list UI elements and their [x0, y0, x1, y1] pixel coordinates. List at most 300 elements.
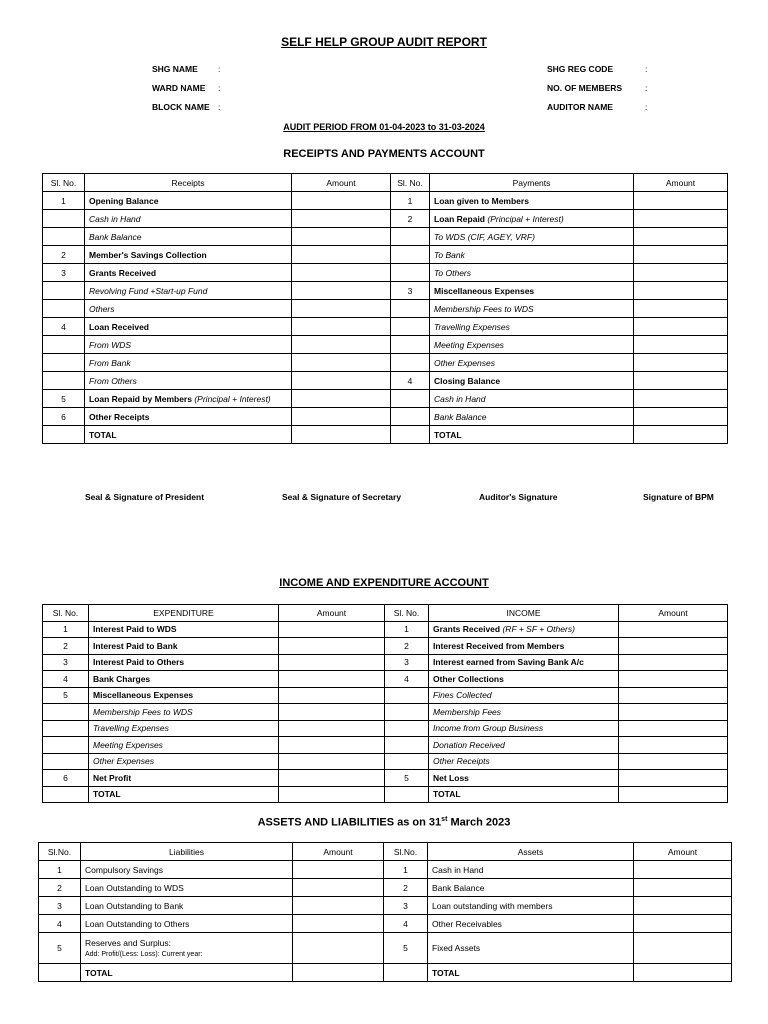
ie-amount-left-cell — [279, 654, 385, 671]
rp-slno-left — [43, 318, 85, 336]
rp-right-item — [430, 318, 634, 336]
rp-right-item — [430, 336, 634, 354]
ie-amount-right-cell — [619, 704, 728, 721]
al-slno-right — [384, 964, 428, 982]
al-right-item-text: Other Receivables — [432, 918, 502, 929]
ie-right-item-text: Membership Fees — [433, 706, 502, 717]
rp-slno-right — [391, 426, 430, 444]
rp-heading: RECEIPTS AND PAYMENTS ACCOUNT — [283, 148, 485, 160]
ie-left-item — [89, 770, 279, 787]
ie-table-row — [43, 621, 728, 638]
rp-amount-left-cell — [292, 246, 391, 264]
rp-slno-left-text: 2 — [61, 249, 66, 260]
rp-left-item — [85, 300, 292, 318]
ie-right-item — [429, 671, 619, 688]
shg-reg-code-colon: : — [645, 64, 648, 74]
rp-left-item — [85, 336, 292, 354]
ie-table-row — [43, 654, 728, 671]
ie-slno-left-text: 6 — [63, 772, 68, 783]
rp-amount-left-cell — [292, 408, 391, 426]
block-name-colon: : — [218, 102, 221, 112]
rp-slno-right — [391, 192, 430, 210]
rp-table-row — [43, 426, 728, 444]
ie-right-item-note: (RF + SF + Others) — [502, 624, 575, 635]
block-name-label: BLOCK NAME — [152, 102, 210, 112]
al-left-item-subtext: Add: Profit/(Less: Loss): Current year: — [85, 951, 203, 958]
ie-left-item — [89, 753, 279, 770]
al-table-row — [39, 861, 732, 879]
al-right-item — [428, 897, 634, 915]
no-of-members-colon: : — [645, 83, 648, 93]
rp-right-item — [430, 354, 634, 372]
ie-left-item — [89, 737, 279, 754]
al-amount-right-cell — [634, 915, 732, 933]
ie-amount-right-cell — [619, 687, 728, 704]
ie-slno-left — [43, 671, 89, 688]
al-left-item — [81, 861, 293, 879]
ie-amount-left-cell — [279, 753, 385, 770]
al-left-item — [81, 879, 293, 897]
rp-slno-right — [391, 372, 430, 390]
al-left-item — [81, 915, 293, 933]
ie-right-item-text: Interest Received from Members — [433, 640, 565, 651]
rp-right-item — [430, 192, 634, 210]
al-left-item-text: Compulsory Savings — [85, 864, 163, 875]
al-slno-right-text: 2 — [403, 882, 408, 893]
al-right-item-text: TOTAL — [432, 967, 460, 978]
al-slno-left — [39, 861, 81, 879]
ie-slno-right — [385, 687, 429, 704]
rp-left-item — [85, 390, 292, 408]
rp-slno-right — [391, 318, 430, 336]
ie-header-income: INCOME — [429, 605, 619, 622]
ie-amount-right-cell — [619, 654, 728, 671]
rp-slno-right-text: 1 — [407, 195, 413, 206]
al-slno-right — [384, 879, 428, 897]
ie-header-slno-left: Sl. No. — [43, 605, 89, 622]
ie-left-item — [89, 638, 279, 655]
al-slno-left-text: 1 — [57, 864, 62, 875]
al-slno-right-text: 5 — [403, 943, 408, 953]
ie-slno-left — [43, 654, 89, 671]
al-slno-right-text: 1 — [403, 864, 408, 875]
ie-left-item — [89, 720, 279, 737]
ie-right-item-text: Interest earned from Saving Bank A/c — [433, 657, 584, 668]
al-left-item-text: Loan Outstanding to Bank — [85, 900, 184, 911]
ie-header-slno-right: Sl. No. — [385, 605, 429, 622]
ie-amount-right-cell — [619, 671, 728, 688]
al-amount-right-cell — [634, 933, 732, 964]
ie-left-item-text: Interest Paid to Others — [93, 657, 185, 668]
ie-left-item — [89, 621, 279, 638]
al-right-item — [428, 879, 634, 897]
al-header-slno-right: Sl.No. — [384, 843, 428, 861]
rp-slno-right — [391, 408, 430, 426]
rp-amount-left-cell — [292, 354, 391, 372]
rp-slno-left — [43, 300, 85, 318]
al-right-item — [428, 861, 634, 879]
rp-right-item — [430, 300, 634, 318]
ie-left-item-text: Membership Fees to WDS — [93, 706, 193, 717]
ie-slno-left — [43, 621, 89, 638]
al-amount-right-cell — [634, 964, 732, 982]
rp-amount-left-cell — [292, 192, 391, 210]
rp-right-item-text: Membership Fees to WDS — [434, 303, 534, 314]
al-amount-right-cell — [634, 897, 732, 915]
rp-slno-left — [43, 354, 85, 372]
rp-slno-left — [43, 246, 85, 264]
ie-amount-left-cell — [279, 737, 385, 754]
al-left-item — [81, 964, 293, 982]
ie-slno-right — [385, 654, 429, 671]
rp-left-item-text: Loan Received — [89, 321, 149, 332]
rp-slno-right — [391, 210, 430, 228]
rp-slno-left — [43, 336, 85, 354]
rp-right-item — [430, 210, 634, 228]
rp-right-item — [430, 246, 634, 264]
ward-name-label: WARD NAME — [152, 83, 206, 93]
rp-left-item-text: Grants Received — [89, 267, 157, 278]
ie-right-item-text: Other Receipts — [433, 756, 490, 767]
ie-slno-left-text: 1 — [63, 624, 68, 635]
al-left-item-text: Reserves and Surplus: — [85, 938, 171, 948]
rp-left-item-text: From WDS — [89, 339, 132, 350]
ie-right-item — [429, 720, 619, 737]
ie-slno-right-text: 3 — [404, 657, 409, 668]
ie-left-item-text: Other Expenses — [93, 756, 154, 767]
rp-header-amount-right: Amount — [634, 174, 728, 192]
al-header-assets: Assets — [428, 843, 634, 861]
rp-header-payments: Payments — [430, 174, 634, 192]
rp-right-item-text: Bank Balance — [434, 411, 487, 422]
ie-amount-left-cell — [279, 704, 385, 721]
rp-right-item-text: Loan Repaid — [434, 213, 486, 224]
rp-slno-right — [391, 264, 430, 282]
rp-left-item — [85, 210, 292, 228]
ie-slno-left — [43, 786, 89, 803]
al-slno-left — [39, 964, 81, 982]
rp-left-item — [85, 426, 292, 444]
al-slno-right — [384, 897, 428, 915]
rp-slno-left — [43, 228, 85, 246]
ie-right-item-text: Income from Group Business — [433, 723, 544, 734]
rp-header-slno-right: Sl. No. — [391, 174, 430, 192]
rp-slno-left-text: 1 — [61, 195, 66, 206]
al-left-item — [81, 933, 293, 964]
rp-amount-left-cell — [292, 264, 391, 282]
ie-slno-left — [43, 687, 89, 704]
rp-table-row — [43, 264, 728, 282]
rp-amount-right-cell — [634, 300, 728, 318]
rp-slno-right — [391, 300, 430, 318]
rp-left-item — [85, 246, 292, 264]
ie-left-item-text: TOTAL — [93, 789, 121, 800]
al-right-item — [428, 964, 634, 982]
rp-left-item-text: From Others — [89, 375, 137, 386]
ie-right-item — [429, 786, 619, 803]
rp-slno-left — [43, 264, 85, 282]
rp-left-item-text: Loan Repaid by Members — [89, 393, 192, 404]
rp-left-item-text: Revolving Fund +Start-up Fund — [89, 285, 208, 296]
ie-right-item-text: Other Collections — [433, 673, 504, 684]
al-table-row — [39, 897, 732, 915]
rp-left-item-text: From Bank — [89, 357, 131, 368]
al-header-amount-right: Amount — [634, 843, 732, 861]
rp-amount-left-cell — [292, 390, 391, 408]
bpm-signature-label: Signature of BPM — [643, 492, 714, 502]
rp-right-item-text: Travelling Expenses — [434, 321, 510, 332]
al-right-item — [428, 933, 634, 964]
ie-right-item — [429, 737, 619, 754]
ie-left-item-text: Travelling Expenses — [93, 723, 169, 734]
ie-left-item — [89, 704, 279, 721]
ie-header-amount-left: Amount — [279, 605, 385, 622]
rp-right-item — [430, 264, 634, 282]
ie-amount-left-cell — [279, 671, 385, 688]
ie-table-row — [43, 720, 728, 737]
rp-amount-right-cell — [634, 246, 728, 264]
al-slno-right-text: 4 — [403, 918, 408, 929]
rp-slno-left — [43, 426, 85, 444]
ie-amount-right-cell — [619, 621, 728, 638]
ie-right-item-text: TOTAL — [433, 789, 461, 800]
al-amount-right-cell — [634, 879, 732, 897]
ie-slno-left-text: 3 — [63, 657, 68, 668]
rp-table-row — [43, 282, 728, 300]
secretary-signature-label: Seal & Signature of Secretary — [282, 492, 402, 502]
ie-amount-right-cell — [619, 753, 728, 770]
ie-header-expenditure: EXPENDITURE — [89, 605, 279, 622]
rp-header-amount-left: Amount — [292, 174, 391, 192]
al-right-item-text: Fixed Assets — [432, 943, 481, 953]
ie-right-item — [429, 770, 619, 787]
ie-table-row — [43, 671, 728, 688]
ie-amount-left-cell — [279, 720, 385, 737]
ie-left-item-text: Bank Charges — [93, 673, 151, 684]
rp-right-item-text: To WDS (CIF, AGEY, VRF) — [434, 231, 535, 242]
rp-right-item-text: Other Expenses — [434, 357, 495, 368]
al-slno-left — [39, 915, 81, 933]
al-slno-left-text: 5 — [57, 943, 62, 953]
al-slno-left-text: 2 — [57, 882, 62, 893]
al-header-amount-left: Amount — [293, 843, 384, 861]
ie-slno-left — [43, 770, 89, 787]
ie-right-item — [429, 621, 619, 638]
rp-left-item — [85, 282, 292, 300]
rp-left-item — [85, 192, 292, 210]
rp-header-receipts: Receipts — [85, 174, 292, 192]
ie-amount-left-cell — [279, 687, 385, 704]
rp-right-item-text: Closing Balance — [434, 375, 501, 386]
assets-liabilities-table — [38, 842, 732, 982]
ie-amount-left-cell — [279, 786, 385, 803]
rp-amount-left-cell — [292, 228, 391, 246]
al-left-item — [81, 897, 293, 915]
rp-table-row — [43, 372, 728, 390]
ie-amount-left-cell — [279, 770, 385, 787]
rp-table-row — [43, 246, 728, 264]
ie-right-item-text: Fines Collected — [433, 690, 492, 701]
al-slno-right-text: 3 — [403, 900, 408, 911]
ie-slno-right-text: 5 — [404, 772, 409, 783]
receipts-payments-table — [42, 173, 728, 444]
rp-right-item — [430, 282, 634, 300]
rp-right-item-text: Loan given to Members — [434, 195, 529, 206]
al-header-slno-left: Sl.No. — [39, 843, 81, 861]
al-amount-right-cell — [634, 861, 732, 879]
rp-left-item-text: Cash in Hand — [89, 213, 141, 224]
rp-slno-right-text: 4 — [407, 375, 413, 386]
al-amount-left-cell — [293, 897, 384, 915]
al-table-row — [39, 933, 732, 964]
rp-left-item — [85, 408, 292, 426]
ie-heading: INCOME AND EXPENDITURE ACCOUNT — [279, 577, 489, 589]
rp-amount-right-cell — [634, 264, 728, 282]
rp-slno-right — [391, 336, 430, 354]
ie-amount-right-cell — [619, 786, 728, 803]
ie-slno-right — [385, 638, 429, 655]
ie-left-item — [89, 654, 279, 671]
rp-amount-left-cell — [292, 282, 391, 300]
al-amount-left-cell — [293, 879, 384, 897]
ie-slno-right — [385, 753, 429, 770]
shg-reg-code-label: SHG REG CODE — [547, 64, 614, 74]
rp-right-item-note: (Principal + Interest) — [487, 213, 564, 224]
rp-amount-left-cell — [292, 426, 391, 444]
auditor-name-colon: : — [645, 102, 648, 112]
ie-slno-right — [385, 770, 429, 787]
rp-slno-left — [43, 390, 85, 408]
al-slno-right — [384, 933, 428, 964]
rp-right-item-text: Meeting Expenses — [434, 339, 504, 350]
rp-left-item-text: Other Receipts — [89, 411, 150, 422]
ie-amount-left-cell — [279, 621, 385, 638]
ie-slno-left — [43, 737, 89, 754]
rp-amount-right-cell — [634, 210, 728, 228]
al-amount-left-cell — [293, 964, 384, 982]
al-right-item-text: Bank Balance — [432, 882, 485, 893]
ie-right-item — [429, 638, 619, 655]
rp-amount-left-cell — [292, 318, 391, 336]
rp-right-item — [430, 390, 634, 408]
rp-amount-left-cell — [292, 210, 391, 228]
al-right-item — [428, 915, 634, 933]
rp-right-item — [430, 372, 634, 390]
rp-right-item-text: TOTAL — [434, 429, 462, 440]
ie-slno-right — [385, 671, 429, 688]
rp-left-item-text: TOTAL — [89, 429, 117, 440]
rp-left-item — [85, 372, 292, 390]
rp-left-item — [85, 228, 292, 246]
rp-left-item-text: Others — [89, 303, 115, 314]
ie-slno-right — [385, 737, 429, 754]
rp-amount-right-cell — [634, 336, 728, 354]
rp-amount-right-cell — [634, 282, 728, 300]
rp-table-row — [43, 390, 728, 408]
ie-slno-right-text: 1 — [404, 624, 409, 635]
rp-table-row — [43, 408, 728, 426]
rp-slno-left-text: 3 — [61, 267, 66, 278]
ie-table-row — [43, 786, 728, 803]
al-slno-left — [39, 897, 81, 915]
rp-slno-left-text: 4 — [61, 321, 66, 332]
rp-slno-left — [43, 210, 85, 228]
ie-left-item-text: Interest Paid to WDS — [93, 624, 177, 635]
ie-left-item-text: Net Profit — [93, 772, 132, 783]
rp-slno-left — [43, 372, 85, 390]
ie-left-item — [89, 786, 279, 803]
ie-slno-right — [385, 786, 429, 803]
ie-table-row — [43, 753, 728, 770]
al-table-row — [39, 879, 732, 897]
rp-amount-left-cell — [292, 372, 391, 390]
al-slno-left-text: 4 — [57, 918, 62, 929]
rp-slno-right-text: 2 — [407, 213, 413, 224]
audit-period: AUDIT PERIOD FROM 01-04-2023 to 31-03-2024 — [283, 122, 485, 132]
income-expenditure-table — [42, 604, 728, 803]
ward-name-colon: : — [218, 83, 221, 93]
auditor-signature-label: Auditor's Signature — [479, 492, 558, 502]
ie-right-item — [429, 753, 619, 770]
shg-name-colon: : — [218, 64, 221, 74]
ie-left-item-text: Interest Paid to Bank — [93, 640, 178, 651]
rp-amount-right-cell — [634, 372, 728, 390]
rp-amount-right-cell — [634, 354, 728, 372]
rp-left-item-note: (Principal + Interest) — [194, 393, 271, 404]
rp-amount-right-cell — [634, 228, 728, 246]
rp-table-row — [43, 354, 728, 372]
ie-right-item — [429, 704, 619, 721]
rp-slno-right — [391, 354, 430, 372]
rp-slno-right — [391, 228, 430, 246]
rp-right-item-text: To Bank — [434, 249, 465, 260]
rp-slno-left — [43, 192, 85, 210]
rp-amount-right-cell — [634, 192, 728, 210]
al-slno-left — [39, 933, 81, 964]
rp-slno-right-text: 3 — [407, 285, 413, 296]
ie-left-item-text: Meeting Expenses — [93, 739, 163, 750]
rp-left-item-text: Member's Savings Collection — [89, 249, 207, 260]
al-slno-right — [384, 915, 428, 933]
rp-right-item-text: Miscellaneous Expenses — [434, 285, 535, 296]
al-left-item-text: TOTAL — [85, 967, 113, 978]
rp-slno-right — [391, 246, 430, 264]
rp-left-item — [85, 264, 292, 282]
rp-table-row — [43, 336, 728, 354]
rp-table-row — [43, 300, 728, 318]
ie-table-row — [43, 687, 728, 704]
rp-slno-left — [43, 282, 85, 300]
ie-slno-left-text: 5 — [63, 690, 68, 701]
ie-amount-right-cell — [619, 737, 728, 754]
rp-slno-right — [391, 390, 430, 408]
rp-slno-right — [391, 282, 430, 300]
rp-amount-right-cell — [634, 426, 728, 444]
al-slno-left — [39, 879, 81, 897]
president-signature-label: Seal & Signature of President — [85, 492, 205, 502]
al-heading: ASSETS AND LIABILITIES as on 31st March 2023 — [257, 816, 511, 829]
report-title: SELF HELP GROUP AUDIT REPORT — [281, 35, 487, 49]
rp-slno-left-text: 6 — [61, 411, 66, 422]
ie-slno-right — [385, 720, 429, 737]
ie-slno-right-text: 2 — [404, 640, 409, 651]
rp-left-item — [85, 354, 292, 372]
ie-right-item-text: Grants Received — [433, 624, 501, 635]
rp-amount-left-cell — [292, 336, 391, 354]
ie-amount-left-cell — [279, 638, 385, 655]
ie-slno-left — [43, 638, 89, 655]
ie-slno-left — [43, 720, 89, 737]
